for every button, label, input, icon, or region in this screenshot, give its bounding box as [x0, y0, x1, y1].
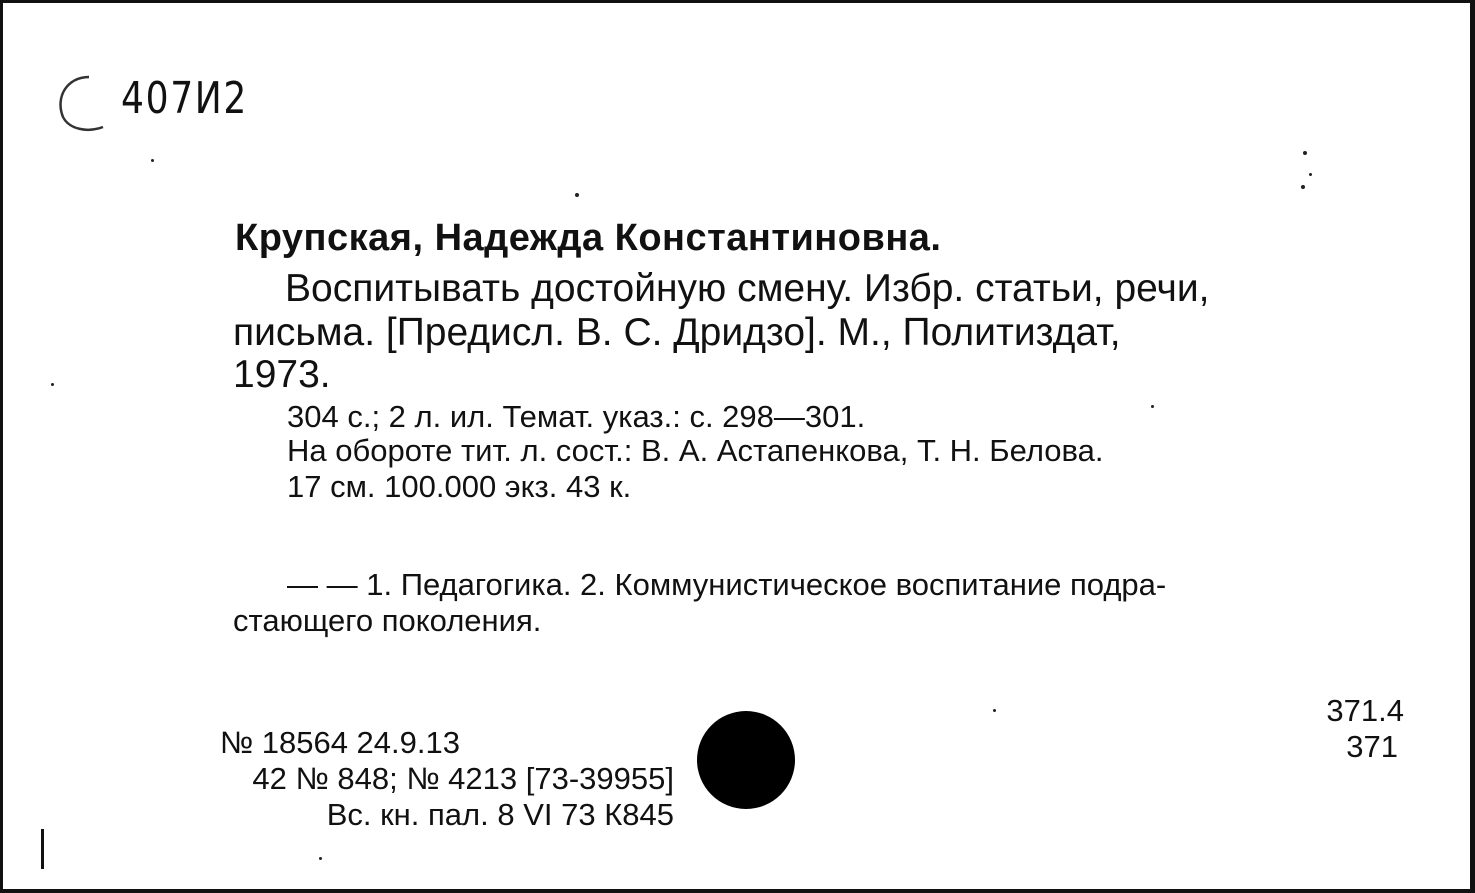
punch-hole-mark: [697, 711, 795, 809]
scan-speck: [1301, 185, 1305, 189]
classification-code-1: 371.4: [1326, 693, 1404, 728]
subject-line-2: стающего поколения.: [233, 603, 542, 638]
title-line-2: письма. [Предисл. В. С. Дридзо]. М., Политиздат,: [233, 311, 1121, 354]
scan-speck: [1303, 151, 1307, 155]
registry-line-3: Вс. кн. пал. 8 VI 73 К845: [326, 797, 674, 832]
scan-speck: [1309, 173, 1312, 176]
scan-speck: [319, 857, 322, 860]
scan-speck: [51, 383, 54, 386]
stamp-circle-icon: [49, 69, 119, 139]
title-line-1: Воспитывать достойную смену. Избр. статьи, речи,: [285, 267, 1210, 310]
author-heading: Крупская, Надежда Константиновна.: [235, 217, 942, 259]
description-line-3: 17 см. 100.000 экз. 43 к.: [287, 469, 632, 504]
scan-speck: [151, 159, 154, 162]
registry-line-2: 42 № 848; № 4213 [73-39955]: [252, 761, 674, 796]
scan-speck: [993, 709, 996, 712]
description-line-2: На обороте тит. л. сост.: В. А. Астапенкова, Т. Н. Белова.: [287, 433, 1104, 468]
description-line-1: 304 с.; 2 л. ил. Темат. указ.: с. 298—301.: [287, 399, 866, 434]
scan-speck: [575, 193, 579, 197]
inventory-number: 407И2: [121, 73, 249, 124]
scan-speck: [1151, 405, 1154, 408]
classification-code-2: 371: [1346, 729, 1398, 764]
title-line-3: 1973.: [233, 353, 331, 396]
registry-line-1: № 18564 24.9.13: [219, 725, 460, 760]
scan-edge-mark: [41, 829, 44, 869]
subject-line-1: — — 1. Педагогика. 2. Коммунистическое воспитание подра-: [287, 567, 1167, 602]
